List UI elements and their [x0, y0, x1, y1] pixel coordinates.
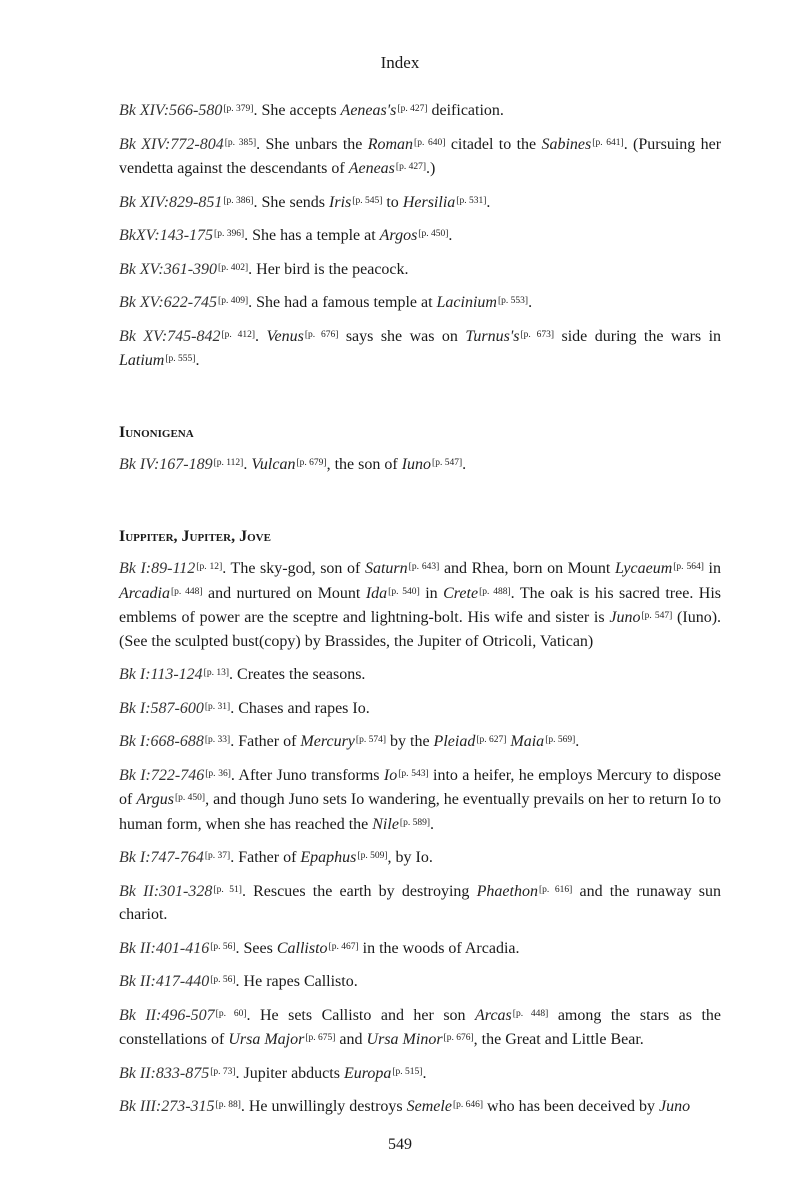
- page-ref-link[interactable]: [ $^{p. 12}$ ]: [196, 562, 222, 572]
- page-ref-link[interactable]: [ $^{p. 627}$ ]: [476, 735, 506, 745]
- page-ref-link[interactable]: [ $^{p. 515}$ ]: [392, 1067, 422, 1077]
- cross-reference-link[interactable]: Turnus's: [465, 327, 520, 345]
- index-entry: [119, 223, 721, 248]
- page-ref-link[interactable]: [ $^{p. 379}$ ]: [223, 104, 253, 114]
- cross-reference-link[interactable]: Saturn: [364, 560, 408, 577]
- page-ref-link[interactable]: [ $^{p. 589}$ ]: [400, 818, 430, 828]
- page-ref-link[interactable]: [ $^{p. 448}$ ]: [171, 587, 203, 597]
- book-reference-link[interactable]: Bk II:401-416: [119, 939, 210, 957]
- entry-text: . He rapes Callisto.: [235, 973, 358, 990]
- entry-text: to: [382, 193, 403, 211]
- page-ref-link[interactable]: [ $^{p. 540}$ ]: [388, 587, 420, 597]
- index-entry: [119, 98, 721, 123]
- cross-reference-link[interactable]: Roman: [367, 135, 414, 153]
- page-ref-link[interactable]: [ $^{p. 396}$ ]: [214, 229, 244, 239]
- page-ref-link[interactable]: [ $^{p. 675}$ ]: [305, 1033, 335, 1043]
- entry-text: . She had a famous temple at: [248, 294, 437, 311]
- page-ref-link[interactable]: [ $^{p. 88}$ ]: [216, 1100, 241, 1110]
- index-entry: [119, 132, 721, 181]
- entry-text: . Chases and rapes Io.: [230, 699, 370, 717]
- cross-reference-link[interactable]: Epaphus: [300, 849, 357, 866]
- index-entry: [119, 290, 721, 315]
- index-entry: [119, 936, 721, 961]
- cross-reference-link[interactable]: Crete: [443, 584, 479, 602]
- index-entry: [119, 662, 721, 687]
- index-heading: Iunonigena: [119, 423, 194, 441]
- entry-text: . After Juno transforms: [230, 766, 384, 784]
- book-reference-link[interactable]: BkXV:143-175: [119, 227, 214, 244]
- book-reference-link[interactable]: Bk III:273-315: [119, 1098, 215, 1115]
- cross-reference-link[interactable]: Iuno: [401, 456, 432, 473]
- page-ref-link[interactable]: [ $^{p. 564}$ ]: [673, 562, 704, 572]
- entry-text: . Sees: [235, 939, 277, 957]
- book-reference-link[interactable]: Bk II:417-440: [119, 973, 210, 990]
- entry-text: (Iuno). (See the sculpted bust(copy) by Brassides, the Jupiter of Otricoli, Vatican): [119, 609, 722, 650]
- entry-text: .: [255, 327, 267, 345]
- page-ref-link[interactable]: [ $^{p. 488}$ ]: [479, 587, 511, 597]
- book-reference-link[interactable]: Bk XIV:566-580: [119, 102, 223, 119]
- cross-reference-link[interactable]: Sabines: [541, 135, 592, 153]
- cross-reference-link[interactable]: Argus: [136, 791, 174, 808]
- book-reference-link[interactable]: Bk XV:622-745: [119, 294, 218, 311]
- entry-text: . Creates the seasons.: [229, 666, 366, 683]
- entry-text: among the stars as the constellations of: [119, 1006, 722, 1048]
- entry-text: and the runaway sun chariot.: [119, 882, 722, 923]
- index-entry: [119, 696, 721, 721]
- cross-reference-link[interactable]: Nile: [372, 815, 399, 833]
- page-ref-link[interactable]: [ $^{p. 531}$ ]: [456, 196, 486, 206]
- index-entry: [119, 190, 721, 215]
- entry-text: citadel to the: [445, 135, 542, 153]
- entry-text: and nurtured on Mount: [202, 584, 366, 602]
- page-ref-link[interactable]: [ $^{p. 36}$ ]: [205, 769, 231, 779]
- entry-text: who has been deceived by: [483, 1098, 659, 1115]
- cross-reference-link[interactable]: Phaethon: [476, 882, 538, 900]
- page-number: 549: [388, 1136, 412, 1153]
- entry-text: , the son of: [326, 456, 402, 473]
- page-ref-link[interactable]: [ $^{p. 555}$ ]: [165, 354, 195, 364]
- page-ref-link[interactable]: [ $^{p. 673}$ ]: [521, 330, 555, 340]
- page-ref-link[interactable]: [ $^{p. 509}$ ]: [357, 851, 387, 861]
- book-reference-link[interactable]: Bk XV:745-842: [119, 327, 221, 345]
- entry-text: . She has a temple at: [244, 227, 380, 244]
- entry-text: .): [426, 160, 436, 177]
- book-reference-link[interactable]: Bk II:496-507: [119, 1006, 215, 1024]
- book-reference-link[interactable]: Bk I:722-746: [119, 766, 205, 784]
- cross-reference-link[interactable]: Juno: [658, 1098, 691, 1115]
- page-ref-link[interactable]: [ $^{p. 543}$ ]: [398, 769, 428, 779]
- page-ref-link[interactable]: [ $^{p. 547}$ ]: [432, 458, 462, 468]
- entry-text: says she was on: [338, 327, 466, 345]
- page-ref-link[interactable]: [ $^{p. 56}$ ]: [210, 975, 235, 985]
- page-ref-link[interactable]: [ $^{p. 574}$ ]: [356, 735, 386, 745]
- page-ref-link[interactable]: [ $^{p. 545}$ ]: [352, 196, 382, 206]
- entry-text: . Rescues the earth by destroying: [241, 882, 477, 900]
- entry-text: . The oak is his sacred tree. His emblems of power are the sceptre and lightning-bolt. His wife and sister is: [119, 584, 722, 626]
- book-reference-link[interactable]: Bk XV:361-390: [119, 260, 218, 278]
- entry-text: . He unwillingly destroys: [240, 1098, 407, 1115]
- page-ref-link[interactable]: [ $^{p. 616}$ ]: [539, 885, 572, 895]
- index-entry: [119, 879, 721, 927]
- entry-text: . She accepts: [253, 102, 341, 119]
- entry-text: . Her bird is the peacock.: [248, 260, 409, 278]
- index-heading: Iuppiter, Jupiter, Jove: [119, 527, 271, 545]
- entry-text: and Rhea, born on Mount: [439, 560, 615, 577]
- book-reference-link[interactable]: Bk I:89-112: [119, 560, 196, 577]
- entry-text: . Father of: [230, 733, 301, 750]
- cross-reference-link[interactable]: Vulcan: [251, 456, 296, 473]
- entry-text: . She unbars the: [256, 135, 368, 153]
- book-reference-link[interactable]: Bk I:587-600: [119, 699, 204, 717]
- entry-text: .: [243, 456, 252, 473]
- running-header: Index: [380, 53, 420, 72]
- cross-reference-link[interactable]: Latium: [119, 352, 165, 369]
- index-entry: [119, 324, 721, 373]
- cross-reference-link[interactable]: Pleiad: [433, 733, 476, 750]
- book-reference-link[interactable]: Bk XIV:829-851: [119, 193, 223, 211]
- entry-text: , by Io.: [387, 849, 433, 866]
- page-ref-link[interactable]: [ $^{p. 547}$ ]: [641, 611, 672, 621]
- entry-text: , the Great and Little Bear.: [473, 1031, 644, 1048]
- index-entry: [119, 969, 721, 994]
- page-ref-link[interactable]: [ $^{p. 386}$ ]: [223, 196, 253, 206]
- page-ref-link[interactable]: [ $^{p. 31}$ ]: [205, 702, 230, 712]
- index-entry: [119, 556, 721, 653]
- page-ref-link[interactable]: [ $^{p. 679}$ ]: [296, 458, 326, 468]
- index-entry: [119, 729, 721, 754]
- index-entry: [119, 452, 721, 477]
- index-entry: [119, 1061, 721, 1086]
- book-reference-link[interactable]: Bk XIV:772-804: [119, 135, 224, 153]
- entry-text: . She sends: [253, 193, 330, 211]
- page-ref-link[interactable]: [ $^{p. 402}$ ]: [218, 263, 248, 273]
- page-ref-link[interactable]: [ $^{p. 60}$ ]: [216, 1009, 247, 1019]
- index-entry: [119, 845, 721, 870]
- entry-text: . He sets Callisto and her son: [246, 1006, 476, 1024]
- cross-reference-link[interactable]: Semele: [406, 1098, 452, 1115]
- entry-text: .: [422, 1064, 427, 1082]
- index-entry: [119, 1003, 721, 1052]
- cross-reference-link[interactable]: Juno: [609, 609, 641, 626]
- page-ref-link[interactable]: [ $^{p. 676}$ ]: [305, 330, 339, 340]
- cross-reference-link[interactable]: Arcas: [475, 1006, 512, 1024]
- cross-reference-link[interactable]: Iris: [329, 193, 352, 211]
- book-reference-link[interactable]: Bk II:833-875: [119, 1064, 210, 1082]
- page-ref-link[interactable]: [ $^{p. 553}$ ]: [498, 296, 528, 306]
- page-ref-link[interactable]: [ $^{p. 569}$ ]: [545, 735, 575, 745]
- page-ref-link[interactable]: [ $^{p. 37}$ ]: [205, 851, 230, 861]
- index-entry: [119, 257, 721, 282]
- page-ref-link[interactable]: [ $^{p. 51}$ ]: [213, 885, 242, 895]
- page-ref-link[interactable]: [ $^{p. 385}$ ]: [225, 138, 256, 148]
- entry-text: .: [430, 815, 435, 833]
- entry-text: . Father of: [230, 849, 301, 866]
- entry-text: . Jupiter abducts: [235, 1064, 344, 1082]
- page-ref-link[interactable]: [ $^{p. 412}$ ]: [222, 330, 256, 340]
- page-ref-link[interactable]: [ $^{p. 646}$ ]: [453, 1100, 483, 1110]
- page-ref-link[interactable]: [ $^{p. 640}$ ]: [414, 138, 445, 148]
- cross-reference-link[interactable]: Venus: [266, 327, 304, 345]
- page-ref-link[interactable]: [ $^{p. 409}$ ]: [218, 296, 248, 306]
- cross-reference-link[interactable]: Ida: [365, 584, 388, 602]
- cross-reference-link[interactable]: Maia: [510, 733, 545, 750]
- page-ref-link[interactable]: [ $^{p. 56}$ ]: [210, 942, 235, 952]
- entry-text: in: [419, 584, 444, 602]
- cross-reference-link[interactable]: Lycaeum: [614, 560, 673, 577]
- page-ref-link[interactable]: [ $^{p. 450}$ ]: [175, 793, 205, 803]
- entry-text: and: [335, 1031, 367, 1048]
- page-ref-link[interactable]: [ $^{p. 450}$ ]: [418, 229, 448, 239]
- entry-text: , and though Juno sets Io wandering, he eventually prevails on her to return Io to human form, when she has reached the: [119, 791, 722, 833]
- entry-text: .: [528, 294, 533, 311]
- page-ref-link[interactable]: [ $^{p. 467}$ ]: [329, 942, 359, 952]
- cross-reference-link[interactable]: Aeneas: [348, 160, 395, 177]
- cross-reference-link[interactable]: Argos: [379, 227, 418, 244]
- cross-reference-link[interactable]: Lacinium: [436, 294, 497, 311]
- page-ref-link[interactable]: [ $^{p. 33}$ ]: [205, 735, 230, 745]
- cross-reference-link[interactable]: Mercury: [300, 733, 355, 750]
- index-body: [119, 98, 721, 1128]
- index-entry: [119, 763, 721, 837]
- entry-text: . The sky-god, son of: [222, 560, 365, 577]
- entry-text: .: [462, 456, 467, 473]
- entry-text: side during the wars in: [554, 327, 722, 345]
- page-ref-link[interactable]: [ $^{p. 427}$ ]: [397, 104, 427, 114]
- cross-reference-link[interactable]: Aeneas's: [340, 102, 397, 119]
- page-ref-link[interactable]: [ $^{p. 112}$ ]: [214, 458, 244, 468]
- index-entry: [119, 1094, 721, 1119]
- page-ref-link[interactable]: [ $^{p. 643}$ ]: [409, 562, 440, 572]
- cross-reference-link[interactable]: Arcadia: [119, 584, 170, 602]
- page-ref-link[interactable]: [ $^{p. 427}$ ]: [396, 162, 426, 172]
- page-ref-link[interactable]: [ $^{p. 73}$ ]: [210, 1067, 235, 1077]
- book-reference-link[interactable]: Bk II:301-328: [119, 882, 213, 900]
- entry-text: .: [195, 352, 200, 369]
- entry-text: in: [703, 560, 722, 577]
- entry-text: . (Pursuing her vendetta against the descendants of: [119, 135, 722, 177]
- entry-text: .: [486, 193, 491, 211]
- page-ref-link[interactable]: [ $^{p. 13}$ ]: [204, 668, 229, 678]
- cross-reference-link[interactable]: Io: [383, 766, 398, 784]
- entry-text: .: [448, 227, 453, 244]
- entry-text: .: [575, 733, 580, 750]
- entry-text: in the woods of Arcadia.: [358, 939, 520, 957]
- cross-reference-link[interactable]: Ursa Major: [228, 1031, 305, 1048]
- entry-text: into a heifer, he employs Mercury to dispose of: [119, 766, 722, 808]
- cross-reference-link[interactable]: Hersilia: [402, 193, 456, 211]
- book-reference-link[interactable]: Bk IV:167-189: [119, 456, 213, 473]
- cross-reference-link[interactable]: Ursa Minor: [366, 1031, 443, 1048]
- page-ref-link[interactable]: [ $^{p. 676}$ ]: [444, 1033, 474, 1043]
- book-reference-link[interactable]: Bk I:747-764: [119, 849, 204, 866]
- book-reference-link[interactable]: Bk I:113-124: [119, 666, 203, 683]
- entry-text: by the: [386, 733, 434, 750]
- cross-reference-link[interactable]: Europa: [343, 1064, 392, 1082]
- book-reference-link[interactable]: Bk I:668-688: [119, 733, 204, 750]
- page-ref-link[interactable]: [ $^{p. 448}$ ]: [513, 1009, 549, 1019]
- cross-reference-link[interactable]: Callisto: [276, 939, 328, 957]
- page-ref-link[interactable]: [ $^{p. 641}$ ]: [592, 138, 623, 148]
- entry-text: deification.: [427, 102, 504, 119]
